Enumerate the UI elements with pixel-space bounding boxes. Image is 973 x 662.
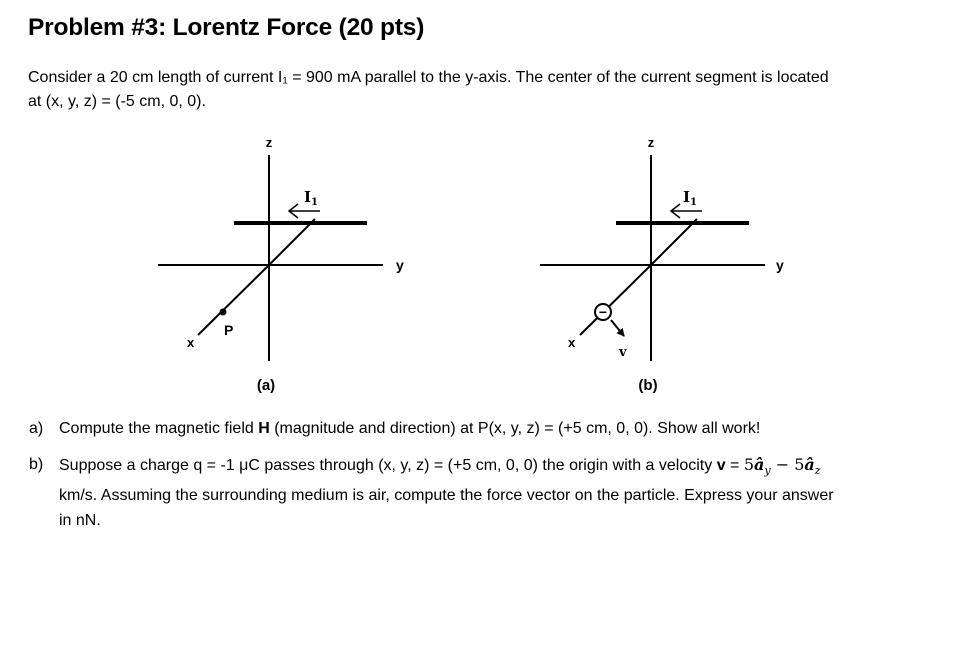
x-axis-extension-a — [269, 219, 315, 265]
problem-title: Problem #3: Lorentz Force (20 pts) — [28, 14, 425, 41]
current-direction-arrow-b — [671, 204, 702, 218]
current-label-b: $I_1$ — [683, 188, 697, 208]
question-b-label: b) — [29, 456, 44, 473]
y-axis-label-b: y — [776, 257, 784, 273]
y-axis-label-a: y — [396, 257, 404, 273]
question-b-line-2: km/s. Assuming the surrounding medium is air, compute the force vector on the particle. Express your answer — [59, 487, 834, 505]
question-b-line-1: Suppose a charge q = -1 μC passes through (x, y, z) = (+5 cm, 0, 0) the origin with a velocity $v = 5â_y$ − $5â_z$ — [59, 455, 821, 478]
question-a — [29, 416, 934, 441]
problem-statement — [28, 66, 943, 114]
x-axis-label-b: x — [568, 335, 576, 350]
x-axis-a — [198, 265, 269, 335]
question-b-line-3: in nN. — [59, 512, 101, 530]
diagram-a — [158, 135, 404, 394]
question-b — [29, 452, 934, 533]
figure-diagrams — [0, 125, 973, 400]
z-axis-label-a: z — [265, 135, 273, 150]
z-axis-label-b: z — [647, 135, 655, 150]
diagram-b — [540, 135, 784, 394]
question-a-text: Compute the magnetic field H (magnitude and direction) at P(x, y, z) = (+5 cm, 0, 0). Show all work! — [59, 420, 761, 437]
velocity-label: v — [619, 345, 627, 360]
figure-caption-b: (b) — [638, 377, 658, 394]
point-p-marker — [220, 309, 227, 316]
question-a-label: a) — [29, 420, 44, 437]
x-axis-label-a: x — [187, 335, 195, 350]
point-p-label: P — [224, 322, 234, 338]
current-label-a: $I_1$ — [304, 188, 318, 208]
velocity-expression: $5â_y$ − $5â_z$ — [743, 455, 821, 478]
problem-statement-line-2: at (x, y, z) = (-5 cm, 0, 0). — [28, 93, 206, 110]
problem-statement-line-1: Consider a 20 cm length of current I₁ = 900 mA parallel to the y-axis. The center of the current segment is located — [28, 69, 829, 86]
x-axis-extension-b — [651, 219, 697, 265]
question-b-text — [59, 452, 934, 533]
velocity-arrow — [611, 320, 624, 336]
charge-sign: − — [598, 304, 608, 320]
figure-caption-a: (a) — [256, 377, 276, 394]
